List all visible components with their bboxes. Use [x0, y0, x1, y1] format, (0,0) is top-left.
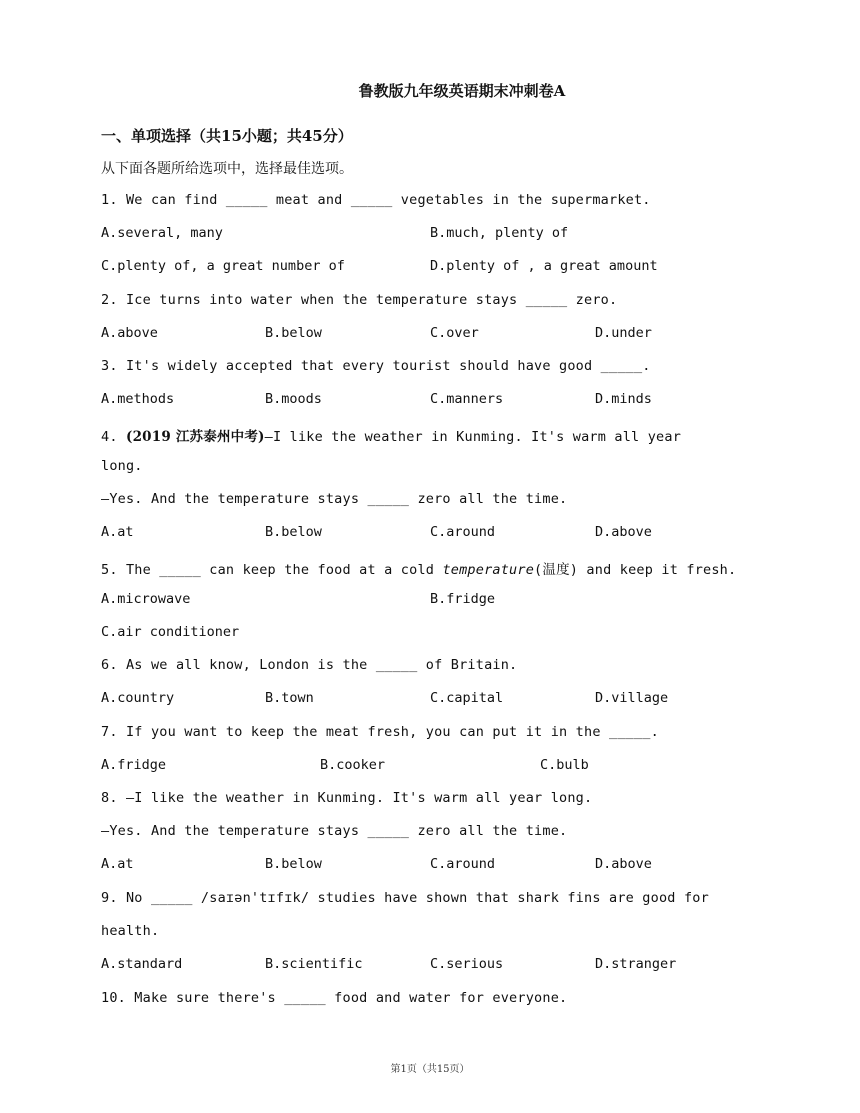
instruction: 从下面各题所给选项中，选择最佳选项。 — [101, 161, 353, 177]
question-5-option-b: B.fridge — [430, 591, 496, 607]
question-1-option-a: A.several, many — [101, 225, 223, 241]
question-3-stem: 3. It's widely accepted that every tourist should have good _____. — [101, 358, 651, 374]
question-1-option-c: C.plenty of, a great number of — [101, 258, 345, 274]
question-8-stem: 8. —I like the weather in Kunming. It's warm all year long. — [101, 790, 593, 806]
question-3-option-a: A.methods — [101, 391, 175, 407]
question-4-option-b: B.below — [265, 524, 322, 540]
question-4-option-c: C.around — [430, 524, 496, 540]
question-4-stem — [101, 425, 681, 445]
question-2-option-b: B.below — [265, 325, 322, 341]
question-10-stem: 10. Make sure there's _____ food and water for everyone. — [101, 990, 568, 1006]
question-1-option-b: B.much, plenty of — [430, 225, 569, 241]
question-2-option-c: C.over — [430, 325, 479, 341]
page-title: 鲁教版九年级英语期末冲刺卷A — [358, 82, 566, 100]
page-footer: 第1页（共15页） — [390, 1064, 470, 1075]
question-5-option-c: C.air conditioner — [101, 624, 240, 640]
question-4-stem-line2: long. — [101, 458, 143, 474]
question-4-source: (2019 江苏泰州中考) — [125, 429, 265, 445]
question-5-italic-word: temperature — [442, 562, 535, 578]
question-6-option-a: A.country — [101, 690, 175, 706]
question-4-number: 4. — [101, 429, 126, 445]
question-5-text-pre: 5. The _____ can keep the food at a cold — [101, 562, 443, 578]
question-7-option-b: B.cooker — [320, 757, 386, 773]
question-9-option-b: B.scientific — [265, 956, 363, 972]
question-6-option-c: C.capital — [430, 690, 504, 706]
question-8-stem-line2: —Yes. And the temperature stays _____ zero all the time. — [101, 823, 568, 839]
question-5-option-a: A.microwave — [101, 591, 191, 607]
question-9-option-d: D.stranger — [595, 956, 677, 972]
question-9-stem: 9. No _____ /saɪən'tɪfɪk/ studies have shown that shark fins are good for — [101, 890, 709, 906]
question-1-stem: 1. We can find _____ meat and _____ vegetables in the supermarket. — [101, 192, 651, 208]
question-2-option-a: A.above — [101, 325, 158, 341]
question-5-stem — [101, 558, 736, 578]
question-7-stem: 7. If you want to keep the meat fresh, you can put it in the _____. — [101, 724, 659, 740]
question-4-option-a: A.at — [101, 524, 134, 540]
question-2-stem: 2. Ice turns into water when the temperature stays _____ zero. — [101, 292, 618, 308]
question-3-option-d: D.minds — [595, 391, 652, 407]
question-2-option-d: D.under — [595, 325, 652, 341]
question-8-option-b: B.below — [265, 856, 322, 872]
question-6-stem: 6. As we all know, London is the _____ of Britain. — [101, 657, 518, 673]
question-4-stem-line3: —Yes. And the temperature stays _____ zero all the time. — [101, 491, 568, 507]
question-7-option-a: A.fridge — [101, 757, 167, 773]
question-6-option-d: D.village — [595, 690, 669, 706]
question-8-option-c: C.around — [430, 856, 496, 872]
question-9-option-a: A.standard — [101, 956, 183, 972]
question-8-option-a: A.at — [101, 856, 134, 872]
question-6-option-b: B.town — [265, 690, 314, 706]
question-4-text: —I like the weather in Kunming. It's warm all year — [264, 429, 682, 445]
question-9-option-c: C.serious — [430, 956, 504, 972]
question-3-option-b: B.moods — [265, 391, 322, 407]
question-1-option-d: D.plenty of , a great amount — [430, 258, 658, 274]
question-8-option-d: D.above — [595, 856, 652, 872]
question-5-text-post: (温度) and keep it fresh. — [534, 562, 737, 578]
question-7-option-c: C.bulb — [540, 757, 589, 773]
section-heading: 一、单项选择（共15小题；共45分） — [101, 127, 353, 145]
question-4-option-d: D.above — [595, 524, 652, 540]
question-3-option-c: C.manners — [430, 391, 504, 407]
question-9-stem-line2: health. — [101, 923, 160, 939]
